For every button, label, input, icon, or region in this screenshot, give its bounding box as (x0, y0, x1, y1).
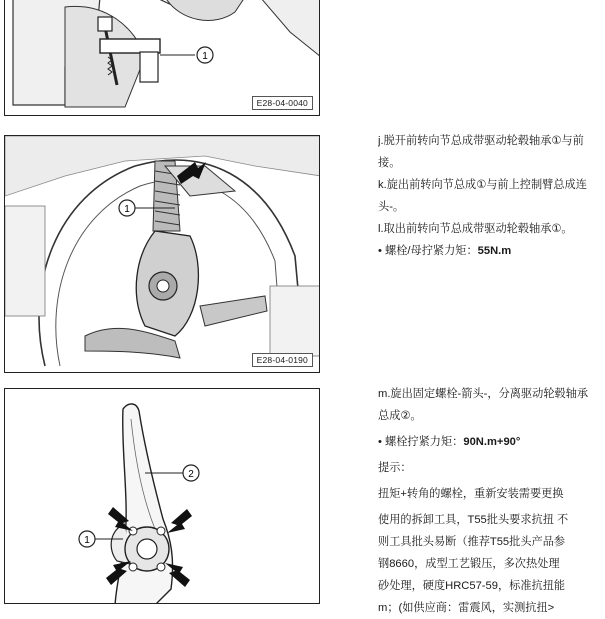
figure-knuckle-bearing (4, 388, 320, 604)
tip-paragraph-2-line4: 砂处理，硬度HRC57-59，标准抗扭能 (378, 580, 566, 592)
figure-puller-tool (4, 0, 320, 116)
callout-number: 2 (188, 469, 194, 480)
knuckle-bearing-illustration (5, 389, 320, 604)
tip-paragraph-1: 扭矩+转角的螺栓，重新安装需要更换 (378, 488, 564, 500)
torque-prefix: • 螺栓/母拧紧力矩： (378, 245, 478, 257)
step-m-line2: 总成②。 (378, 410, 422, 422)
figure-code: E28-04-0040 (252, 96, 313, 110)
step-k-line1: k.旋出前转向节总成①与前上控制臂总成连 (378, 179, 587, 191)
torque-prefix: • 螺栓拧紧力矩： (378, 436, 464, 448)
tip-paragraph-2-line5: m；(如供应商：雷震风，实测抗扭> (378, 602, 555, 614)
step-j-line2: 接。 (378, 157, 401, 169)
step-m-line1: m.旋出固定螺栓-箭头-，分离驱动轮毂轴承 (378, 388, 589, 400)
steps-block-2 (378, 383, 605, 619)
knuckle-installed-illustration (5, 136, 320, 373)
tip-paragraph-2-line2: 则工具批头易断（推荐T55批头产品参 (378, 536, 566, 548)
torque-spec-2 (378, 431, 605, 453)
step-j-line1: j.脱开前转向节总成带驱动轮毂轴承①与前 (378, 135, 584, 147)
torque-value: 55N.m (477, 245, 512, 257)
tip-label: 提示： (378, 462, 412, 474)
tip-paragraph-2-line1: 使用的拆卸工具，T55批头要求抗扭 不 (378, 514, 569, 526)
callout-number: 1 (124, 204, 130, 215)
callout-number: 1 (202, 51, 208, 62)
figure-knuckle-installed (4, 135, 320, 373)
torque-value: 90N.m+90° (463, 436, 521, 448)
tip-paragraph-2-line3: 钢8660，成型工艺锻压，多次热处理 (378, 558, 560, 570)
steps-block-1 (378, 130, 605, 262)
torque-spec-1 (378, 240, 605, 262)
step-k-line2: 头-。 (378, 201, 405, 213)
figure-code: E28-04-0190 (252, 353, 313, 367)
callout-number: 1 (84, 535, 90, 546)
step-l-line1: l.取出前转向节总成带驱动轮毂轴承①。 (378, 223, 573, 235)
